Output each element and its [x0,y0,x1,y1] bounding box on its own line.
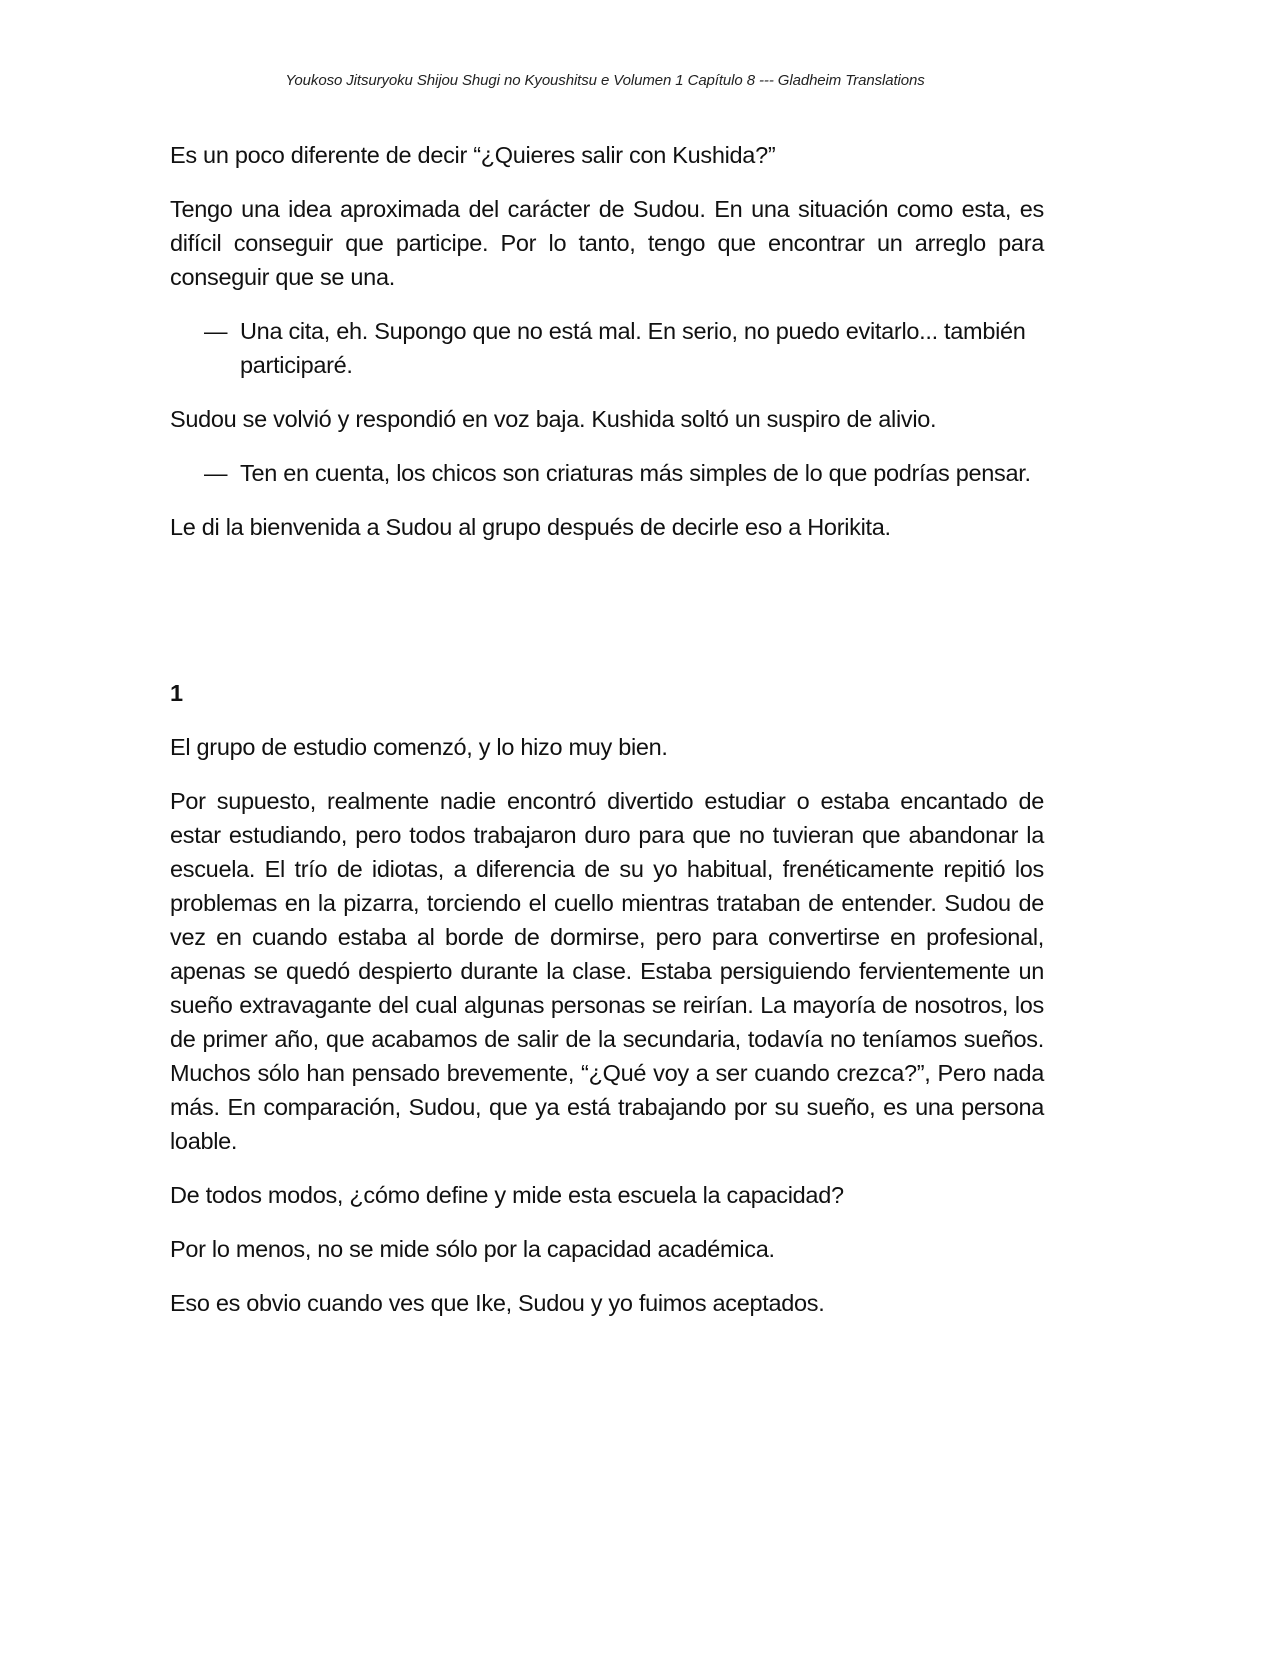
paragraph: Sudou se volvió y respondió en voz baja. Kushida soltó un suspiro de alivio. [170,406,937,432]
section-spacer [170,564,1044,676]
dialogue-text: Ten en cuenta, los chicos son criaturas más simples de lo que podrías pensar. [240,460,1031,486]
dialogue-text: Una cita, eh. Supongo que no está mal. En serio, no puedo evitarlo... también participaré. [240,318,1026,378]
paragraph: Es un poco diferente de decir “¿Quieres salir con Kushida?” [170,142,776,168]
dialogue-line [170,314,1044,382]
paragraph: Por supuesto, realmente nadie encontró divertido estudiar o estaba encantado de estar estudiando, pero todos trabajaron duro para que no tuvieran que abandonar la escuela. El trío de idiotas, a diferencia de su yo habitual, frenéticamente repitió los problemas en la pizarra, torciendo el cuello mientras trataban de entender. Sudou de vez en cuando estaba al borde de dormirse, pero para convertirse en profesional, apenas se quedó despierto durante la clase. Estaba persiguiendo fervientemente un sueño extravagante del cual algunas personas se reirían. La mayoría de nosotros, los de primer año, que acabamos de salir de la secundaria, todavía no teníamos sueños. Muchos sólo han pensado brevemente, “¿Qué voy a ser cuando crezca?”, Pero nada más. En comparación, Sudou, que ya está trabajando por su sueño, es una persona loable. [170,788,1044,1154]
dialogue-line [170,456,1044,490]
section-number: 1 [170,680,183,706]
paragraph: Por lo menos, no se mide sólo por la capacidad académica. [170,1236,775,1262]
em-dash: — [204,318,228,344]
paragraph: Le di la bienvenida a Sudou al grupo después de decirle eso a Horikita. [170,514,891,540]
paragraph: Eso es obvio cuando ves que Ike, Sudou y yo fuimos aceptados. [170,1290,825,1316]
page-content [170,138,1044,1340]
paragraph: Tengo una idea aproximada del carácter de Sudou. En una situación como esta, es difícil conseguir que participe. Por lo tanto, tengo que encontrar un arreglo para conseguir que se una. [170,196,1044,290]
paragraph: El grupo de estudio comenzó, y lo hizo muy bien. [170,734,668,760]
running-header: Youkoso Jitsuryoku Shijou Shugi no Kyoushitsu e Volumen 1 Capítulo 8 --- Gladheim Translations [285,72,925,89]
em-dash: — [204,460,228,486]
paragraph: De todos modos, ¿cómo define y mide esta escuela la capacidad? [170,1182,844,1208]
